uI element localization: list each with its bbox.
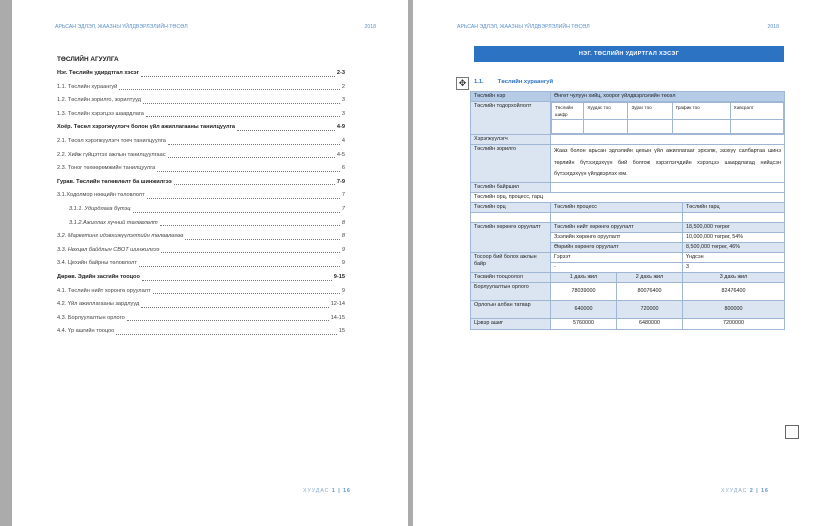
toc-leader-dots bbox=[141, 307, 328, 308]
toc-entry-label: 1.1. Төслийн хураангуй bbox=[57, 83, 118, 90]
section-heading bbox=[474, 79, 553, 85]
footer-page-number: 1 bbox=[331, 488, 336, 494]
invest-item: Өөрийн хөрөнгө оруулалт bbox=[551, 242, 683, 252]
calc-value: 720000 bbox=[617, 300, 683, 318]
code-col-4: Хавсралт bbox=[730, 103, 783, 120]
table-row bbox=[471, 318, 785, 329]
toc-leader-dots bbox=[153, 293, 340, 294]
toc-entry-label: 3.4. Цехийн байрны төловлолт bbox=[57, 260, 137, 267]
location-label: Төслийн байршил bbox=[471, 182, 551, 192]
invest-item: Төслийн нийт хөрөнгө оруулалт bbox=[551, 222, 683, 232]
code-col-1: Хуудас тоо bbox=[584, 103, 628, 120]
footer-label: ХУУДАС bbox=[721, 488, 748, 494]
empty-cell[interactable] bbox=[552, 120, 584, 134]
table-row bbox=[471, 192, 785, 202]
table-row bbox=[471, 222, 785, 232]
toc-entry-page: 7-9 bbox=[336, 178, 345, 185]
toc-entry-label: 1.3. Төслийн хэрэгцээ шаардлага bbox=[57, 110, 144, 117]
table-row bbox=[471, 92, 785, 102]
calc-value: 82476400 bbox=[683, 282, 785, 300]
page-header-year: 2018 bbox=[767, 24, 779, 30]
footer-page-number: 2 bbox=[749, 488, 754, 494]
toc-entry-page: 3 bbox=[341, 110, 345, 117]
toc-leader-dots bbox=[139, 266, 340, 267]
toc-leader-dots bbox=[168, 157, 335, 158]
name-label: Төслийн нэр bbox=[471, 92, 551, 102]
jobs-header-main: Үндсэн bbox=[683, 252, 785, 262]
toc-list bbox=[57, 67, 345, 339]
section-number: 1.1. bbox=[474, 79, 484, 85]
table-row bbox=[471, 300, 785, 318]
toc-leader-dots bbox=[157, 171, 340, 172]
toc-entry[interactable] bbox=[57, 257, 345, 271]
table-row bbox=[552, 103, 784, 120]
toc-entry-label: 2.1. Төсөл хэрэгжүүлэгч тоеч танилцуулга bbox=[57, 137, 166, 144]
toc-entry-label: 2.3. Тоног төхөөрөмжийн танилцуулга bbox=[57, 165, 156, 172]
calc-row-label: Борлуулалтын орлого bbox=[471, 282, 551, 300]
toc-leader-dots bbox=[127, 320, 329, 321]
toc-leader-dots bbox=[133, 212, 340, 213]
calc-row-label: Орлогын албан татвар bbox=[471, 300, 551, 318]
toc-entry-label: 1.2. Төслийн зорилго, зорилтууд bbox=[57, 97, 142, 104]
toc-leader-dots bbox=[174, 184, 335, 185]
calc-row-label: Цэвэр ашиг bbox=[471, 318, 551, 329]
toc-entry-page: 7 bbox=[341, 192, 345, 199]
toc-entry-page: 9 bbox=[341, 287, 345, 294]
section-banner: НЭГ. ТӨСЛИЙН УДИРТГАЛ ХЭСЭГ bbox=[474, 46, 784, 62]
empty-cell[interactable] bbox=[628, 120, 672, 134]
toc-leader-dots bbox=[143, 103, 340, 104]
io-caption: Төслийн орц, процесс, гарц bbox=[471, 192, 785, 202]
invest-amount: 8,500,000 төгрөг, 46% bbox=[683, 242, 785, 252]
project-summary-table bbox=[470, 91, 785, 330]
jobs-label: Тосоор бий болох ажлын байр bbox=[471, 252, 551, 272]
code-label: Төслийн тодорхойлолт bbox=[471, 102, 551, 135]
footer-label: ХУУДАС bbox=[303, 488, 330, 494]
toc-entry-page: 15 bbox=[338, 328, 345, 335]
toc-entry-label: 3.1.1. Удирдлага бүтэц bbox=[69, 205, 131, 212]
invest-amount: 10,000,000 төгрөг, 54% bbox=[683, 232, 785, 242]
toc-entry[interactable] bbox=[57, 108, 345, 122]
toc-entry-label: 4.2. Үйл ажиллагааны зардлууд bbox=[57, 301, 140, 308]
empty-cell[interactable] bbox=[584, 120, 628, 134]
toc-entry-page: 2-3 bbox=[336, 70, 345, 76]
toc-entry-label: 3.2. Маркетинг идэвхижүүлэлтийн төлөвлөгөө bbox=[57, 233, 184, 240]
implementer-label: Хэрэгжүүлэгч bbox=[471, 135, 551, 145]
toc-entry-label: 4.1. Төслийн нийт хоронгө оруулалт bbox=[57, 287, 151, 294]
io-output-value[interactable] bbox=[683, 212, 785, 222]
toc-leader-dots bbox=[185, 239, 340, 240]
toc-leader-dots bbox=[146, 116, 340, 117]
table-move-handle-icon[interactable]: ✥ bbox=[456, 77, 469, 90]
toc-entry-label: 4.3. Борлуулалтын орлого bbox=[57, 314, 125, 321]
toc-entry-label: Хоёр. Төсөл хэрэгжүүлэгч болон үйл ажиллагааны танилцуулга bbox=[57, 124, 236, 131]
toc-leader-dots bbox=[168, 144, 340, 145]
implementer-value[interactable] bbox=[551, 135, 785, 145]
page-header-title: АРЬСАН ЭДЛЭЛ, ЖААЗНЫ ҮЙЛДВЭРЛЭЛИЙН ТӨСӨЛ bbox=[457, 24, 590, 30]
name-value: Өнгөт чулуун хийц, хоорог үйлдвэрлэлийн төсөл bbox=[551, 92, 785, 102]
document-page-1 bbox=[12, 0, 408, 526]
calc-value: 5760000 bbox=[551, 318, 617, 329]
io-header-output: Төслийн гарц bbox=[683, 202, 785, 212]
toc-entry[interactable] bbox=[57, 121, 345, 135]
calc-value: 6480000 bbox=[617, 318, 683, 329]
toc-entry-page: 12-14 bbox=[330, 301, 345, 308]
io-header-process: Төслийн процесс bbox=[551, 202, 683, 212]
toc-leader-dots bbox=[142, 280, 332, 281]
table-row bbox=[471, 202, 785, 212]
toc-entry[interactable] bbox=[57, 285, 345, 299]
table-row bbox=[471, 102, 785, 135]
toc-entry[interactable] bbox=[57, 312, 345, 326]
calc-value: 800000 bbox=[683, 300, 785, 318]
empty-cell[interactable] bbox=[730, 120, 783, 134]
table-row bbox=[471, 135, 785, 145]
toc-entry[interactable] bbox=[57, 298, 345, 312]
toc-entry[interactable] bbox=[57, 325, 345, 339]
invest-item: Зээлийн хөрөнгө оруулалт bbox=[551, 232, 683, 242]
toc-entry-page: 14-15 bbox=[330, 314, 345, 321]
page-footer: ХУУДАС 1 | 16 bbox=[303, 488, 351, 494]
year-header: 3 дахь жил bbox=[683, 272, 785, 282]
toc-entry-page: 4-9 bbox=[336, 124, 345, 131]
io-header-input: Төслийн орц bbox=[471, 202, 551, 212]
table-resize-handle[interactable] bbox=[785, 425, 799, 439]
toc-entry[interactable] bbox=[57, 149, 345, 163]
document-page-2 bbox=[413, 0, 823, 526]
toc-entry-label: 2.2. Хийж гүйцэтгэх ажлын танилцуулгаас bbox=[57, 151, 166, 158]
jobs-value-main: 3 bbox=[683, 262, 785, 272]
toc-entry-page: 8 bbox=[341, 233, 345, 240]
table-of-contents bbox=[57, 56, 345, 339]
table-row bbox=[552, 120, 784, 134]
footer-page-total: 16 bbox=[761, 488, 769, 494]
toc-entry-page: 9 bbox=[341, 260, 345, 267]
toc-entry-page: 9 bbox=[341, 246, 345, 253]
code-subtable bbox=[551, 102, 784, 134]
toc-entry-page: 2 bbox=[341, 83, 345, 90]
table-row bbox=[471, 212, 785, 222]
code-col-2: Зураг тоо bbox=[628, 103, 672, 120]
toc-entry[interactable] bbox=[57, 135, 345, 149]
toc-entry-page: 9-15 bbox=[333, 273, 345, 280]
toc-entry-label: 3.3. Нөхцөл байдлын СВОТ шинжилгээ bbox=[57, 246, 160, 253]
invest-amount: 18,500,000 төгрөг bbox=[683, 222, 785, 232]
jobs-header-contract: Гэрээт bbox=[551, 252, 683, 262]
year-header: 1 дахь жил bbox=[551, 272, 617, 282]
calc-value: 7200000 bbox=[683, 318, 785, 329]
page-header-title: АРЬСАН ЭДЛЭЛ, ЖААЗНЫ ҮЙЛДВЭРЛЭЛИЙН ТӨСӨЛ bbox=[55, 24, 188, 30]
table-row bbox=[471, 282, 785, 300]
table-row bbox=[471, 145, 785, 183]
toc-entry[interactable] bbox=[57, 67, 345, 81]
footer-page-total: 16 bbox=[343, 488, 351, 494]
jobs-value-contract: - bbox=[551, 262, 683, 272]
toc-entry-label: Гурав. Төслийн төлөвлөлт ба шинжилгээ bbox=[57, 178, 172, 185]
toc-entry[interactable] bbox=[57, 203, 345, 217]
table-row bbox=[471, 272, 785, 282]
code-col-3: График тоо bbox=[672, 103, 730, 120]
toc-leader-dots bbox=[160, 225, 340, 226]
toc-heading: ТӨСЛИЙН АГУУЛГА bbox=[57, 56, 119, 63]
toc-entry-page: 4 bbox=[341, 137, 345, 144]
toc-leader-dots bbox=[116, 334, 336, 335]
calc-value: 80076400 bbox=[617, 282, 683, 300]
toc-entry[interactable] bbox=[57, 162, 345, 176]
year-header: 2 дахь жил bbox=[617, 272, 683, 282]
goal-label: Төслийн зорилго bbox=[471, 145, 551, 183]
table-row bbox=[471, 182, 785, 192]
code-col-0: Төслийн шифр bbox=[552, 103, 584, 120]
toc-entry[interactable] bbox=[57, 271, 345, 285]
toc-entry-page: 8 bbox=[341, 219, 345, 226]
calc-label: Төсвийн тооцоолол bbox=[471, 272, 551, 282]
toc-entry-label: Дөрөв. Эдийн засгийн тооцоо bbox=[57, 273, 140, 280]
calc-value: 640000 bbox=[551, 300, 617, 318]
toc-entry[interactable] bbox=[57, 189, 345, 203]
invest-label: Төслийн хөрөнгө оруулалт bbox=[471, 222, 551, 252]
toc-leader-dots bbox=[119, 89, 340, 90]
toc-entry[interactable] bbox=[57, 217, 345, 231]
toc-entry[interactable] bbox=[57, 94, 345, 108]
toc-leader-dots bbox=[161, 252, 339, 253]
toc-entry-page: 4-5 bbox=[336, 151, 345, 158]
toc-entry[interactable] bbox=[57, 81, 345, 95]
calc-value: 78039000 bbox=[551, 282, 617, 300]
toc-entry[interactable] bbox=[57, 244, 345, 258]
location-value[interactable] bbox=[551, 182, 785, 192]
toc-entry[interactable] bbox=[57, 176, 345, 190]
toc-leader-dots bbox=[147, 198, 340, 199]
toc-entry-page: 6 bbox=[341, 165, 345, 172]
toc-leader-dots bbox=[237, 130, 335, 131]
toc-entry-page: 7 bbox=[341, 205, 345, 212]
section-title: Төслийн хураангуй bbox=[497, 79, 554, 85]
goal-text: Жааз болон арьсан эдлэлийн цехын үйл ажиллагааг эрхэлж, эзэхүү салбартаа шинэ төрлийн бүтээгдэхүүн бий болгож хэрэглэгчдийн хэрэгцээ шаардлагад нийцсэн бүтээгдэхүүн үйлдвэрлэх юм. bbox=[551, 145, 785, 183]
toc-entry-label: 3.1.2.Ажиллах хүчний төлөвлөлт bbox=[69, 219, 158, 226]
code-cell bbox=[551, 102, 785, 135]
toc-entry-page: 3 bbox=[341, 97, 345, 104]
io-input-value[interactable] bbox=[471, 212, 551, 222]
toc-entry-label: 3.1.Ходолмор нөөцийн төловлолт bbox=[57, 192, 145, 199]
toc-entry-label: Нэг. Төслийн удирдтгал хэсэг bbox=[57, 70, 139, 76]
toc-entry[interactable] bbox=[57, 230, 345, 244]
empty-cell[interactable] bbox=[672, 120, 730, 134]
table-row bbox=[471, 252, 785, 262]
toc-entry-label: 4.4. Үр ашгийн тооцоо bbox=[57, 328, 115, 335]
toc-leader-dots bbox=[141, 76, 335, 77]
io-process-value[interactable] bbox=[551, 212, 683, 222]
page-footer: ХУУДАС 2 | 16 bbox=[721, 488, 769, 494]
page-header-year: 2018 bbox=[364, 24, 376, 30]
